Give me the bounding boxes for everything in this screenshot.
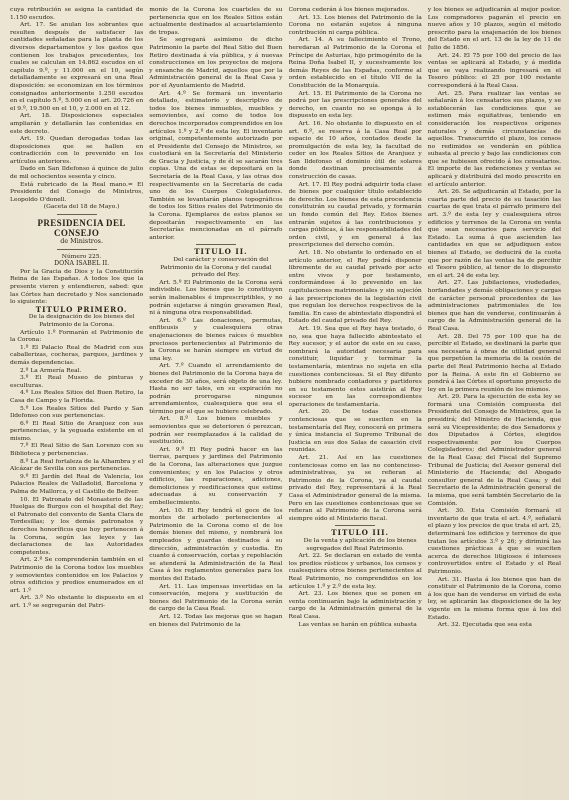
paragraph: Art. 16. No obstante lo dispuesto en el art. 6.º, se reserva á la Casa Real por espacio de 10 años, contados desde la promulgación de esta ley, la facultad de ceder en los Reales Sitios de Aranjuez y San Ildefonso el dominio útil de solares donde destinan precisamente á construcción de casas. [288,119,422,181]
paragraph: Se segregará asimismo de dicho Patrimonio la parte del Real Sitio del Buen Retiro destinada á vía pública, y á nuevas construcciones en los proyectos de mejora y ensanche de Madrid, aquellos que por la Administración general de la Real Casa y por el Ayuntamiento de Madrid. [149,36,283,89]
paragraph: Art. 31. Hasta á los bienes que han de constituir el Patrimonio de la Corona, como á los que han de venderse en virtud de esta ley, se aplicarán las disposiciones de la ley vigente en la misma forma que á los del Estado. [427,575,561,621]
column-2 [149,6,282,796]
paragraph: Dado en San Ildefonso á quince de julio de mil ochocientos sesenta y cinco. [10,165,144,181]
paragraph: Art. 14. A su fallecimiento el Trono, heredaran al Patrimonio de la Corona el Príncipe de Asturias, hijo primogénito de la Reina Doña Isabel II, y sucesivamente los demás Reyes de las Españas, conforme al orden establecido en el título VII de la Constitución de la Monarquía. [288,36,422,89]
office-subtitle: de Ministros. [60,237,103,246]
paragraph: 1.º El Palacio Real de Madrid con sus caballerizas, cocheras, parques, jardines y demás dependencias. [10,343,144,366]
section-title: TITULO II. [194,247,248,257]
paragraph: 8.º La Real fortaleza de la Alhambra y el Alcázar de Sevilla con sus pertenencias. [10,457,144,473]
paragraph: Art. 15. El Patrimonio de la Corona no podrá por las prescripciones generales del derecho, en cuanto no se oponga á lo dispuesto en esta ley. [288,89,422,120]
paragraph: Art. 11. Las impensas invertidas en la conservación, mejora y sustitución de bienes del Patrimonio de la Corona serán de cargo de la Casa Real. [149,582,283,613]
paragraph: Por la Gracia de Dios y la Constitución Reina de las Españas. A todos los que la presente vieren y entendieren, sabed: que las Córtes han decretado y Nos sancionado lo siguiente: [10,267,144,306]
paragraph: Art. 3.º No obstante lo dispuesto en el art. 1.º se segregarán del Patri- [10,594,144,609]
paragraph: cuya retribución se asigna la cantidad de 1.150 escudos. [10,6,144,21]
section-subtitle: Del carácter y conservación del Patrimonio de la Corona y del caudal privado del Rey. [160,256,272,279]
paragraph: Art. 24. El 75 por 100 del precio de las ventas se aplicará al Estado, y á medida que se vaya realizando ingresará en el Tesoro público: el 25 por 100 restante corresponderá á la Real Casa. [427,51,561,89]
paragraph: Art. 19. Sea que el Rey haya testado, ó no, sea que haya fallecido abintestato el Rey sucesor, y el autor de este en su caso, nombrará la autoridad necesaria para constituir, liquidar y terminar la testamentaría, mientras no sujeta en ella cuestiones contenciosas. Si el Rey difunto hubiere nombrado contadores y partidores en su testamento estos asistirán al Rey sucesor en las correspondientes operaciones de testamentaría. [288,324,422,408]
paragraph: Art. 30. Esta Comisión formará el inventario de que trata el art. 4.º, señalará el plazo y los precios de que trata el art. 25, determinará los edificios y terrenos de que tratan los artículos 3.º y 26; y dirimirá las cuestiones prácticas á que se susciten acerca de derechos litigiosos é intereses controvertidos entre el Estado y el Real Patrimonio. [427,507,561,575]
paragraph: Art. 9.º El Rey podrá hacer en las tierras, parques y jardines del Patrimonio de la Corona, las alteraciones que juzgue convenientes; y en los Palacios y otros edificios, las reparaciones, adiciones, demoliciones y reedificaciones que estime adecuadas á su conservación y embellecimiento. [149,445,283,506]
paragraph: Art. 23. Los bienes que se ponen en venta continuarán bajo la administración y cargo de la Administración general de la Real Casa. [288,590,422,620]
paragraph: monio de la Corona los cuarteles de su pertenencia que en los Reales Sitios están actualmente destinados al acuartelamiento de tropas. [149,6,283,36]
section-title: TITULO PRIMERO. [35,304,128,314]
paragraph: Art. 17. Se anulan los sobrantes que resulten después de satisfacer las cantidades señaladas para la planta de los diversos departamentos y los gastos que contienen los trabajos precedentes, los cuales se calculan en 14.862 escudos en el capítulo 9.º, y 11.000 en el 10, según detalladamente se expresará en una Real disposición: se economizan en los términos consignados anteriormente 1.250 escudos en el capítulo 5.º, 5.000 en el art. 20.726 en el 9.º, 19.500 en el 10, y 2.000 en el 12. [10,21,144,112]
divider [196,244,236,245]
paragraph: Art. 25. Para realizar las ventas se señalarán á los censatarios sus plazos, y se establecerán las condiciones que se estimen más equitativas, teniendo en consideración los respectivos orígenes naturales y demás circunstancias de aquellos. Transcurrido el plazo, los censos no redimidos se venderán en pública subasta al precio y bajo las condiciones con que se hubiesen ofrecido á los censatarios. El importe de las redenciones y ventas se aplicará y distribuirá del modo prescrito en el artículo anterior. [427,89,561,188]
paragraph: Art. 32. Ejecutada que sea esta [437,621,532,629]
paragraph: Art. 29. Para la ejecución de esta ley se formará una Comisión compuesta del Presidente del Consejo de Ministros, que la presidirá; del Ministro de Hacienda, que será su Vicepresidente; de dos Senadores y dos Diputados á Córtes, elegidos respectivamente por los Cuerpos Colegisladores; del Administrador general de la Real Casa; del Fiscal del Supremo Tribunal de Justicia; del Asesor general del Ministerio de Hacienda; del Abogado consultor general de la Real Casa; y del Secretario de la Administración general de la misma, que será también Secretario de la Comisión. [427,393,561,507]
paragraph: Art. 5.º El Patrimonio de la Corona será indivisible. Los bienes que lo constituyen serán inalienables é imprescriptibles, y no podrán sujetarse á ningún gravamen Real, ni á ninguna otra responsabilidad. [149,278,283,317]
divider [335,525,375,526]
decree-number: Número 225. [61,252,102,260]
section-subtitle: De la venta y aplicación de los bienes segregados del Real Patrimonio. [303,536,417,552]
paragraph: Art. 18. No obstante lo ordenado en el artículo anterior, el Rey podrá disponer libremente de su caudal privado por acto entre vivos y por testamento, conformándose á lo prevenido en las capitulaciones matrimoniales y sin sujeción á las prescripciones de la legislación civil que regulan los derechos respectivos de la familia. En caso de abintestato dispondrá el Estado del caudal privado del Rey. [288,249,422,325]
paragraph: Art. 12. Todas las mejoras que se hagan en bienes del Patrimonio de la [149,612,283,628]
paragraph: Art. 27. Las jubilaciones, viudedades, horfandades y demás obligaciones y cargas de carácter personal procedentes de las administraciones patrimoniales de los bienes que han de venderse, continuarán á cargo de la Administración general de la Real Casa. [427,279,561,332]
paragraph: 9.º El Jardín del Real de Valencia, los Palacios Reales de Valladolid, Barcelona y Palma de Mallorca, y el Castillo de Bellver. [10,472,144,496]
paragraph: Art. 2.º Se comprenderán también en el Patrimonio de la Corona todos los muebles y semovientes contenidos en los Palacios y otros edificios y predios enumerados en el art. 1.º [10,556,144,594]
paragraph: Corona cederán á los bienes mejorados. [288,6,410,13]
paragraph: Art. 13. Los bienes del Patrimonio de la Corona no estarán sujetos á ninguna contribución ni carga pública. [288,13,422,36]
paragraph: Art. 18. Disposiciones especiales ampliarán y detallarán las contenidas en este decreto. [10,112,144,135]
column-4 [428,6,561,796]
paragraph: 7.º El Real Sitio de San Lorenzo con su Biblioteca y pertenencias. [10,442,144,458]
paragraph: 6.º El Real Sitio de Aranjuez con sus pertenencias, y la yeguada existente en el mismo. [10,419,144,442]
paragraph: Art. 19. Quedan derogadas todas las disposiciones que se hallen en contradicción con lo prevenido en los artículos anteriores. [10,135,144,165]
divider [57,249,97,250]
paragraph: Art. 6.º Las donaciones, permutas, enfiteusis y cualesquiera otras enajenaciones de bienes raíces ó muebles preciosos pertenecientes al Patrimonio de la Corona se harán siempre en virtud de una ley. [149,316,283,362]
paragraph: Art. 17. El Rey podrá adquirir toda clase de bienes por cualquier título establecido de derecho. Los bienes de esta procedencia constituirán su caudal privado, y formarán un fondo común del Rey. Estos bienes entrarán sujetos á las contribuciones y cargas públicas, á las responsabilidades del orden civil, y en general á las prescripciones del derecho común. [288,180,422,249]
paragraph: Artículo 1.º Formarán el Patrimonio de la Corona: [10,328,144,344]
paragraph: 5.º Los Reales Sitios del Pardo y San Ildefonso con sus pertenencias. [10,404,144,420]
paragraph: Las ventas se harán en pública subasta [298,620,417,628]
paragraph: 10. El Patronato del Monasterio de las Huelgas de Burgos con el hospital del Rey; el Patronato del convento de Santa Clara de Tordesillas; y los demás patronatos y derechos honoríficos que hoy pertenecen á la Corona, según las leyes y las declaraciones de las Autoridades competentes. [10,495,144,556]
office-title: PRESIDENCIA DEL CONSEJO [37,218,126,239]
paragraph: y los bienes se adjudicarán al mejor postor. Los compradores pagarán el precio en nueve años y 10 plazos, según el método prescrito para la enajenación de los bienes del Estado en el art. 13 de la ley de 11 de Julio de 1856. [427,6,561,51]
divider [57,214,97,215]
paragraph: Art. 21. Así en las cuestiones contenciosas como en las no contencioso-administrativas, ya se refieran al Patrimonio de la Corona, ya al caudal privado del Rey, representará á la Real Casa el Administrador general de la misma. Pero en las cuestiones contenciosas que se refieran al Patrimonio de la Corona será siempre oído el Ministerio fiscal. [288,454,422,522]
paragraph: 3.º El Real Museo de pinturas y esculturas. [10,374,144,389]
paragraph: Art. 20. De todas cuestiones contenciosas que se susciten en la testamentaría del Rey, conocerá en primera y única instancia el Supremo Tribunal de Justicia en sus dos Salas de casación civil reunidas. [288,408,422,454]
paragraph: Art. 7.º Cuando el arrendamiento de bienes del Patrimonio de la Corona haya de exceder de 30 años, será objeto de una ley. Hasta no ser tales, en su expiración no podrán prorrogarse ningunos arrendamientos, cualesquiera que sea el término por el que se hubiere celebrado. [149,362,283,415]
column-3 [289,6,422,796]
paragraph: Art. 22. Se declaran en estado de venta los predios rústicos y urbanos, los censos y cualesquiera otros bienes pertenecientes al Real Patrimonio, no comprendidos en los artículos 1.º y 2.º de esta ley. [288,552,422,590]
paragraph: Art. 8.º Los bienes muebles y semovientes que se deterioren ó perezcan, podrán ser reemplazados á la calidad de sustitución. [149,415,283,446]
paragraph: 2.º La Armería Real. [20,366,82,374]
paragraph: 4.º Los Reales Sitios del Buen Retiro, la Casa de Campo y la Florida. [10,389,144,404]
gazette-date-note: (Gaceta del 18 de Mayo.) [43,203,120,211]
section-subtitle: De la designación de los bienes del Patrimonio de la Corona. [28,313,135,328]
paragraph: Art. 26. Se adjudicarán al Estado, por la cuarta parte del precio de su tasación las cuartas de que trata el párrafo primero del art. 3.º de esta ley y cualesquiera otros edificios y terrenos de la Corona en venta que sean necesarios para servicio del Estado. La suma á que ascienden las cantidades en que se adjudiquen estos bienes al Estado, se deducirá de la cuota que por razón de las ventas ha de percibir el Tesoro público, al tenor de lo dispuesto en el art. 24 de esta ley. [427,188,561,279]
paragraph: Art. 4.º Se formará un inventario detallado, estimatorio y descriptivo de todos los bienes inmuebles, muebles y semovientes, así como de todos los derechos incorporados comprendidos en los artículos 1.º y 2.º de esta ley. El inventario original, competentemente autorizado por el Presidente del Consejo de Ministros, se custodiará en la Secretaría del Ministerio de Gracia y Justicia, y de él se sacarán tres copias. Una de estas se depositará en la Secretaría de la Real Casa, y las otras dos respectivamente en la Secretaría de cada uno de los Cuerpos Colegisladores. También se levantarán planos topográficos de todos los Sitios reales del Patrimonio de la Corona. Ejemplares de estos planos se depositarán respectivamente en las Secretarías mencionadas en el párrafo anterior. [149,89,283,241]
monarch-name: DOÑA ISABEL II. [54,260,110,268]
paragraph: Art. 28. Del 75 por 100 que ha de percibir el Estado, se destinará la parte que sea necesaria á obras de utilidad general que perpetúen la memoria de la cesión de parte del Real Patrimonio hecha al Estado por la Reina. A este fin el Gobierno se pondrá á las Córtes el oportuno proyecto de ley en la primera reunión de los mismos. [427,332,561,393]
section-title: TITULO III. [331,528,389,538]
paragraph: Art. 10. El Rey tendrá el goce de los montes de arbolado pertenecientes al Patrimonio de la Corona como el de los demás bienes del mismo, y nombrará los empleados y guardas destinados á su dirección, administración y custodia. En cuanto á conservación, cortas y repoblación se atenderá la Administración de la Real Casa á los reglamentos generales para los montes del Estado. [149,506,283,582]
paragraph: Está rubricado de la Real mano.= El Presidente del Consejo de Ministros, Leopoldo O'donell. [10,180,144,203]
column-1 [10,6,143,796]
